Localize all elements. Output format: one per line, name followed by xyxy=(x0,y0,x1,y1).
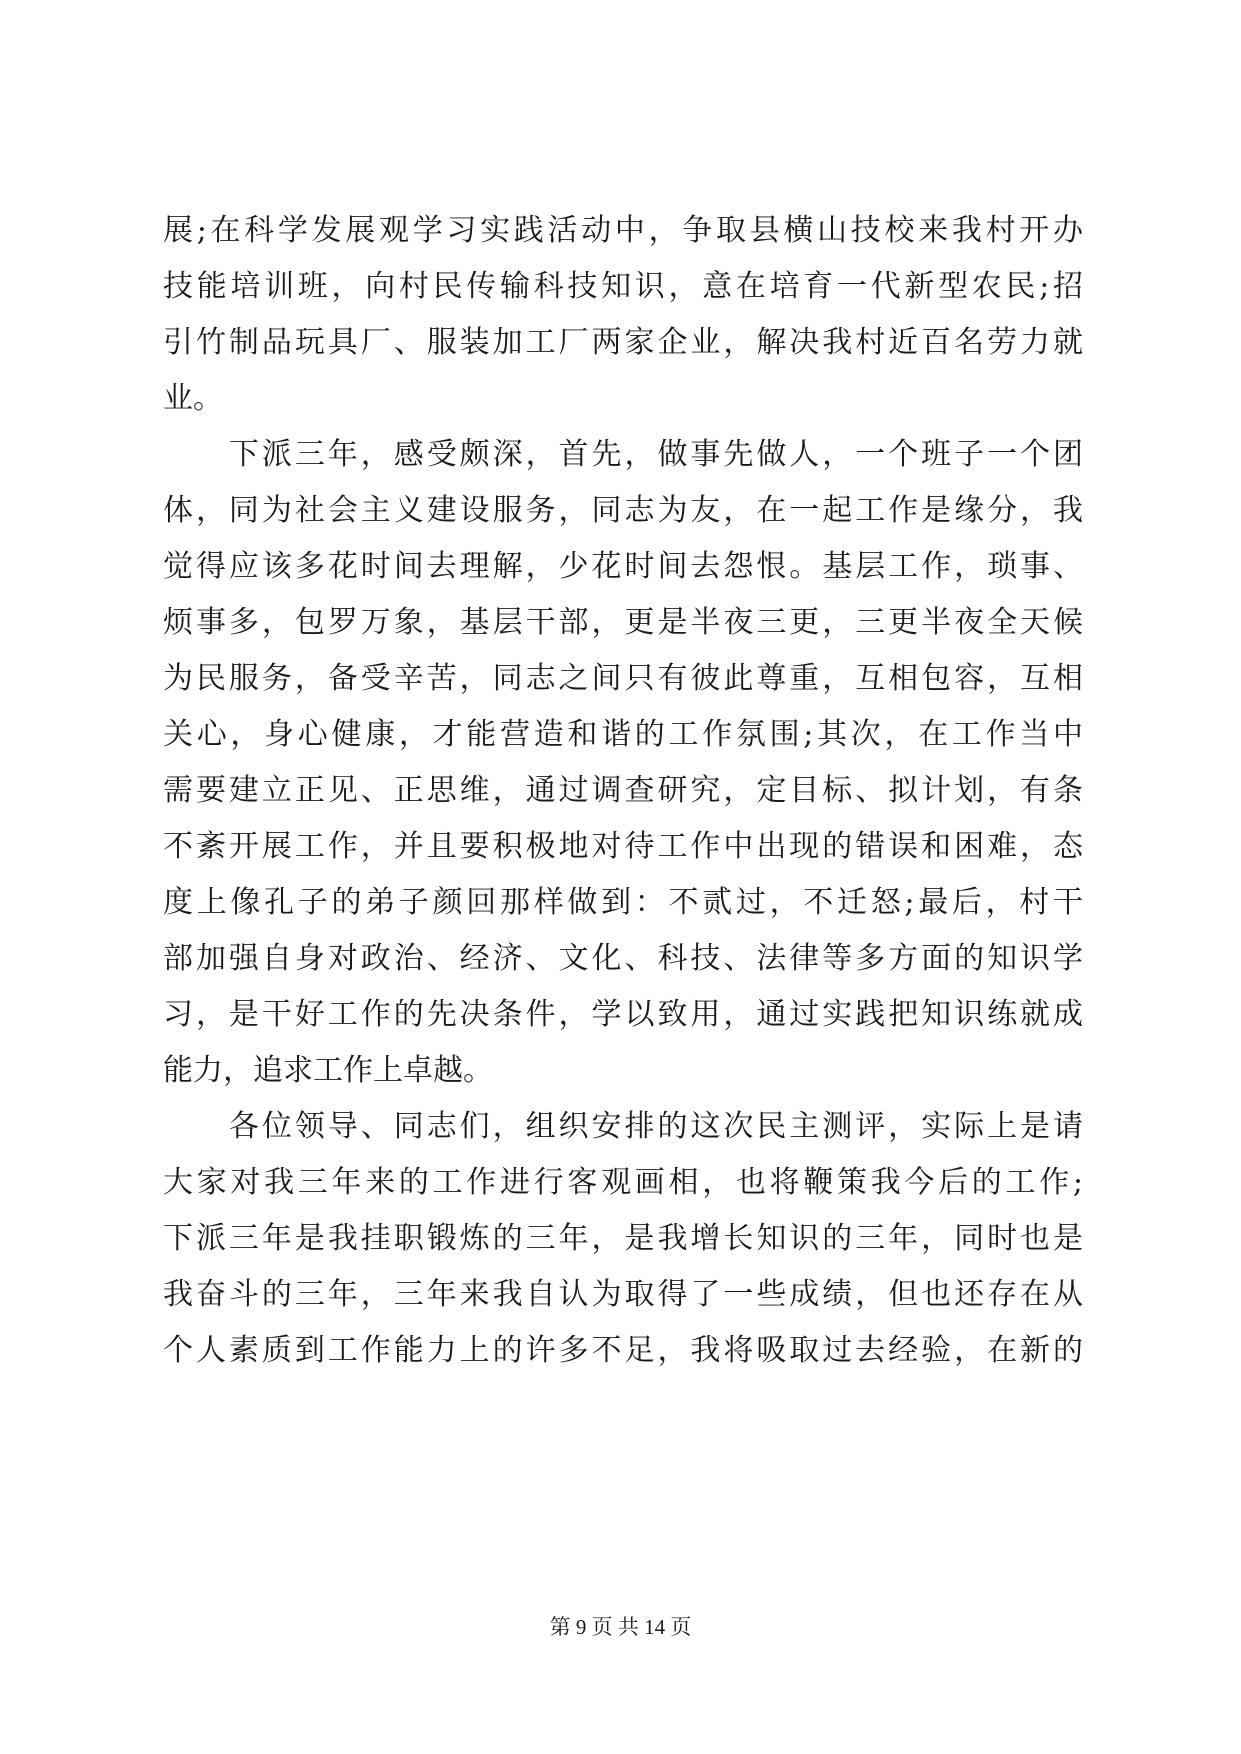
text-line: 关心，身心健康，才能营造和谐的工作氛围;其次，在工作当中 xyxy=(163,717,1083,752)
text-line: 各位领导、同志们，组织安排的这次民主测评，实际上是请 xyxy=(163,1109,1083,1144)
text-line: 下派三年，感受颇深，首先，做事先做人，一个班子一个团 xyxy=(163,437,1083,472)
text-line: 习，是干好工作的先决条件，学以致用，通过实践把知识练就成 xyxy=(163,997,1083,1032)
text-line: 展;在科学发展观学习实践活动中，争取县横山技校来我村开办 xyxy=(163,213,1083,248)
text-line: 体，同为社会主义建设服务，同志为友，在一起工作是缘分，我 xyxy=(163,493,1083,528)
page-number-footer: 第 9 页 共 14 页 xyxy=(549,1615,692,1639)
text-line: 觉得应该多花时间去理解，少花时间去怨恨。基层工作，琐事、 xyxy=(163,549,1083,584)
text-line: 业。 xyxy=(163,381,223,416)
text-line: 引竹制品玩具厂、服装加工厂两家企业，解决我村近百名劳力就 xyxy=(163,325,1083,360)
text-line: 度上像孔子的弟子颜回那样做到：不贰过，不迁怒;最后，村干 xyxy=(163,885,1083,920)
text-line: 大家对我三年来的工作进行客观画相，也将鞭策我今后的工作; xyxy=(163,1165,1083,1200)
text-line: 为民服务，备受辛苦，同志之间只有彼此尊重，互相包容，互相 xyxy=(163,661,1083,696)
text-line: 能力，追求工作上卓越。 xyxy=(163,1053,493,1088)
text-line: 不紊开展工作，并且要积极地对待工作中出现的错误和困难，态 xyxy=(163,829,1083,864)
text-line: 我奋斗的三年，三年来我自认为取得了一些成绩，但也还存在从 xyxy=(163,1277,1083,1312)
text-line: 个人素质到工作能力上的许多不足，我将吸取过去经验，在新的 xyxy=(163,1333,1083,1368)
text-line: 部加强自身对政治、经济、文化、科技、法律等多方面的知识学 xyxy=(163,941,1083,976)
text-line: 技能培训班，向村民传输科技知识，意在培育一代新型农民;招 xyxy=(163,269,1083,304)
text-line: 下派三年是我挂职锻炼的三年，是我增长知识的三年，同时也是 xyxy=(163,1221,1083,1256)
text-line: 烦事多，包罗万象，基层干部，更是半夜三更，三更半夜全天候 xyxy=(163,605,1083,640)
text-line: 需要建立正见、正思维，通过调查研究，定目标、拟计划，有条 xyxy=(163,773,1083,808)
